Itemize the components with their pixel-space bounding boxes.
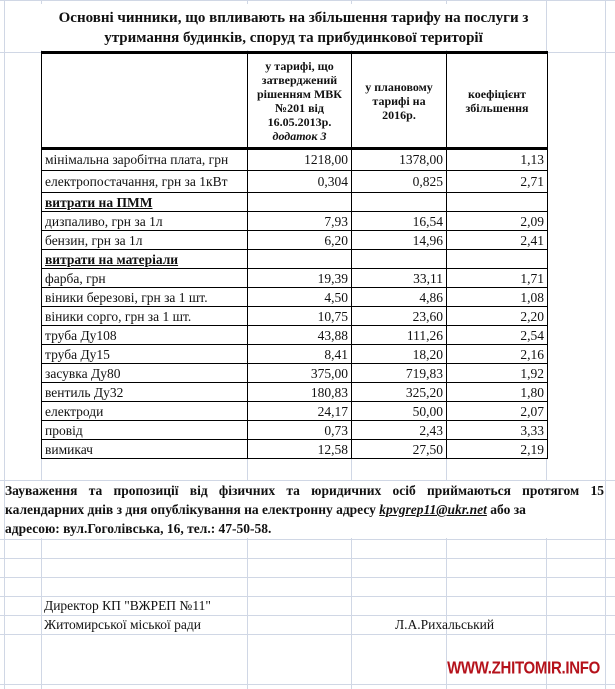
row-coef: 1,13 xyxy=(447,149,548,171)
header-cell-item xyxy=(42,53,248,149)
row-current: 375,00 xyxy=(248,364,352,383)
section-heading-fuel: витрати на ПММ xyxy=(42,193,248,212)
row-current: 10,75 xyxy=(248,307,352,326)
table-row xyxy=(42,440,548,459)
row-label: віники сорго, грн за 1 шт. xyxy=(42,307,248,326)
empty-cell xyxy=(352,193,447,212)
title-line-1: Основні чинники, що впливають на збільшення тарифу на послуги з xyxy=(58,10,529,26)
row-current: 43,88 xyxy=(248,326,352,345)
empty-cell xyxy=(248,193,352,212)
row-label: труба Ду108 xyxy=(42,326,248,345)
row-label: бензин, грн за 1л xyxy=(42,231,248,250)
empty-cell xyxy=(352,250,447,269)
gridline xyxy=(0,684,615,685)
row-planned: 2,43 xyxy=(352,421,447,440)
row-coef: 2,54 xyxy=(447,326,548,345)
row-coef: 1,92 xyxy=(447,364,548,383)
tariff-factors-table xyxy=(41,51,548,459)
title-line-2: утримання будинків, споруд та прибудинкової території xyxy=(104,30,483,46)
header-current-main: у тарифі, що затверджений рішенням МВК №201 від 16.05.2013р. xyxy=(257,58,342,129)
table-row xyxy=(42,345,548,364)
empty-cell xyxy=(447,193,548,212)
row-planned: 18,20 xyxy=(352,345,447,364)
site-watermark: WWW.ZHITOMIR.INFO xyxy=(447,658,600,679)
row-label: вентиль Ду32 xyxy=(42,383,248,402)
row-label: мінімальна заробітна плата, грн xyxy=(42,149,248,171)
notice-text: Зауваження та пропозиції від фізичних та юридичних осіб приймаються протягом 15 календарних днів з дня опублікування на електронну адресу xyxy=(5,483,604,517)
table-row xyxy=(42,402,548,421)
table-row xyxy=(42,421,548,440)
row-current: 0,73 xyxy=(248,421,352,440)
table-row xyxy=(42,269,548,288)
document-title xyxy=(41,4,546,50)
row-planned: 1378,00 xyxy=(352,149,447,171)
row-label: віники березові, грн за 1 шт. xyxy=(42,288,248,307)
row-planned: 50,00 xyxy=(352,402,447,421)
row-coef: 2,71 xyxy=(447,171,548,193)
empty-cell xyxy=(248,250,352,269)
table-row xyxy=(42,212,548,231)
table-row xyxy=(42,149,548,171)
table-row xyxy=(42,307,548,326)
row-planned: 0,825 xyxy=(352,171,447,193)
row-coef: 2,20 xyxy=(447,307,548,326)
header-current-sub: додаток 3 xyxy=(272,128,327,143)
row-coef: 2,41 xyxy=(447,231,548,250)
empty-cell xyxy=(447,250,548,269)
gridline xyxy=(0,577,615,578)
signature-name: Л.А.Рихальський xyxy=(395,617,495,632)
notice-address: адресою: вул.Гоголівська, 16, тел.: 47-50-58. xyxy=(5,521,272,536)
header-cell-planned-tariff: у плановому тарифі на 2016р. xyxy=(352,53,447,149)
gridline xyxy=(4,0,5,689)
row-coef: 2,07 xyxy=(447,402,548,421)
row-planned: 719,83 xyxy=(352,364,447,383)
row-planned: 325,20 xyxy=(352,383,447,402)
signature-position-line2: Житомирської міської ради xyxy=(44,617,201,632)
header-cell-coefficient: коефіцієнт збільшення xyxy=(447,53,548,149)
row-planned: 16,54 xyxy=(352,212,447,231)
row-label: електроди xyxy=(42,402,248,421)
notice-text-middle: або за xyxy=(486,502,526,517)
row-label: провід xyxy=(42,421,248,440)
row-planned: 23,60 xyxy=(352,307,447,326)
table-row xyxy=(42,364,548,383)
table-row xyxy=(42,231,548,250)
row-coef: 1,71 xyxy=(447,269,548,288)
row-current: 180,83 xyxy=(248,383,352,402)
row-label: електропостачання, грн за 1кВт xyxy=(42,171,248,193)
comments-notice xyxy=(5,481,604,538)
row-coef: 2,09 xyxy=(447,212,548,231)
gridline xyxy=(0,539,615,540)
email-link[interactable]: kpvgrep11@ukr.net xyxy=(379,502,487,517)
row-planned: 27,50 xyxy=(352,440,447,459)
row-label: дизпаливо, грн за 1л xyxy=(42,212,248,231)
row-current: 1218,00 xyxy=(248,149,352,171)
row-current: 8,41 xyxy=(248,345,352,364)
table-row xyxy=(42,288,548,307)
section-heading-materials: витрати на матеріали xyxy=(42,250,248,269)
row-label: фарба, грн xyxy=(42,269,248,288)
table-row xyxy=(42,326,548,345)
signature-position-line1: Директор КП "ВЖРЕП №11" xyxy=(44,598,211,613)
row-current: 24,17 xyxy=(248,402,352,421)
gridline xyxy=(605,0,606,689)
row-current: 7,93 xyxy=(248,212,352,231)
row-coef: 2,16 xyxy=(447,345,548,364)
row-planned: 33,11 xyxy=(352,269,447,288)
row-label: труба Ду15 xyxy=(42,345,248,364)
row-current: 6,20 xyxy=(248,231,352,250)
row-current: 4,50 xyxy=(248,288,352,307)
gridline xyxy=(0,634,615,635)
row-current: 0,304 xyxy=(248,171,352,193)
gridline xyxy=(0,558,615,559)
row-label: засувка Ду80 xyxy=(42,364,248,383)
section-row xyxy=(42,250,548,269)
table-row xyxy=(42,171,548,193)
row-label: вимикач xyxy=(42,440,248,459)
row-planned: 14,96 xyxy=(352,231,447,250)
table-row xyxy=(42,383,548,402)
section-row xyxy=(42,193,548,212)
row-coef: 3,33 xyxy=(447,421,548,440)
row-coef: 2,19 xyxy=(447,440,548,459)
row-current: 19,39 xyxy=(248,269,352,288)
header-cell-current-tariff xyxy=(248,53,352,149)
row-coef: 1,08 xyxy=(447,288,548,307)
row-current: 12,58 xyxy=(248,440,352,459)
row-coef: 1,80 xyxy=(447,383,548,402)
row-planned: 4,86 xyxy=(352,288,447,307)
gridline xyxy=(0,0,615,1)
row-planned: 111,26 xyxy=(352,326,447,345)
table-header-row xyxy=(42,53,548,149)
